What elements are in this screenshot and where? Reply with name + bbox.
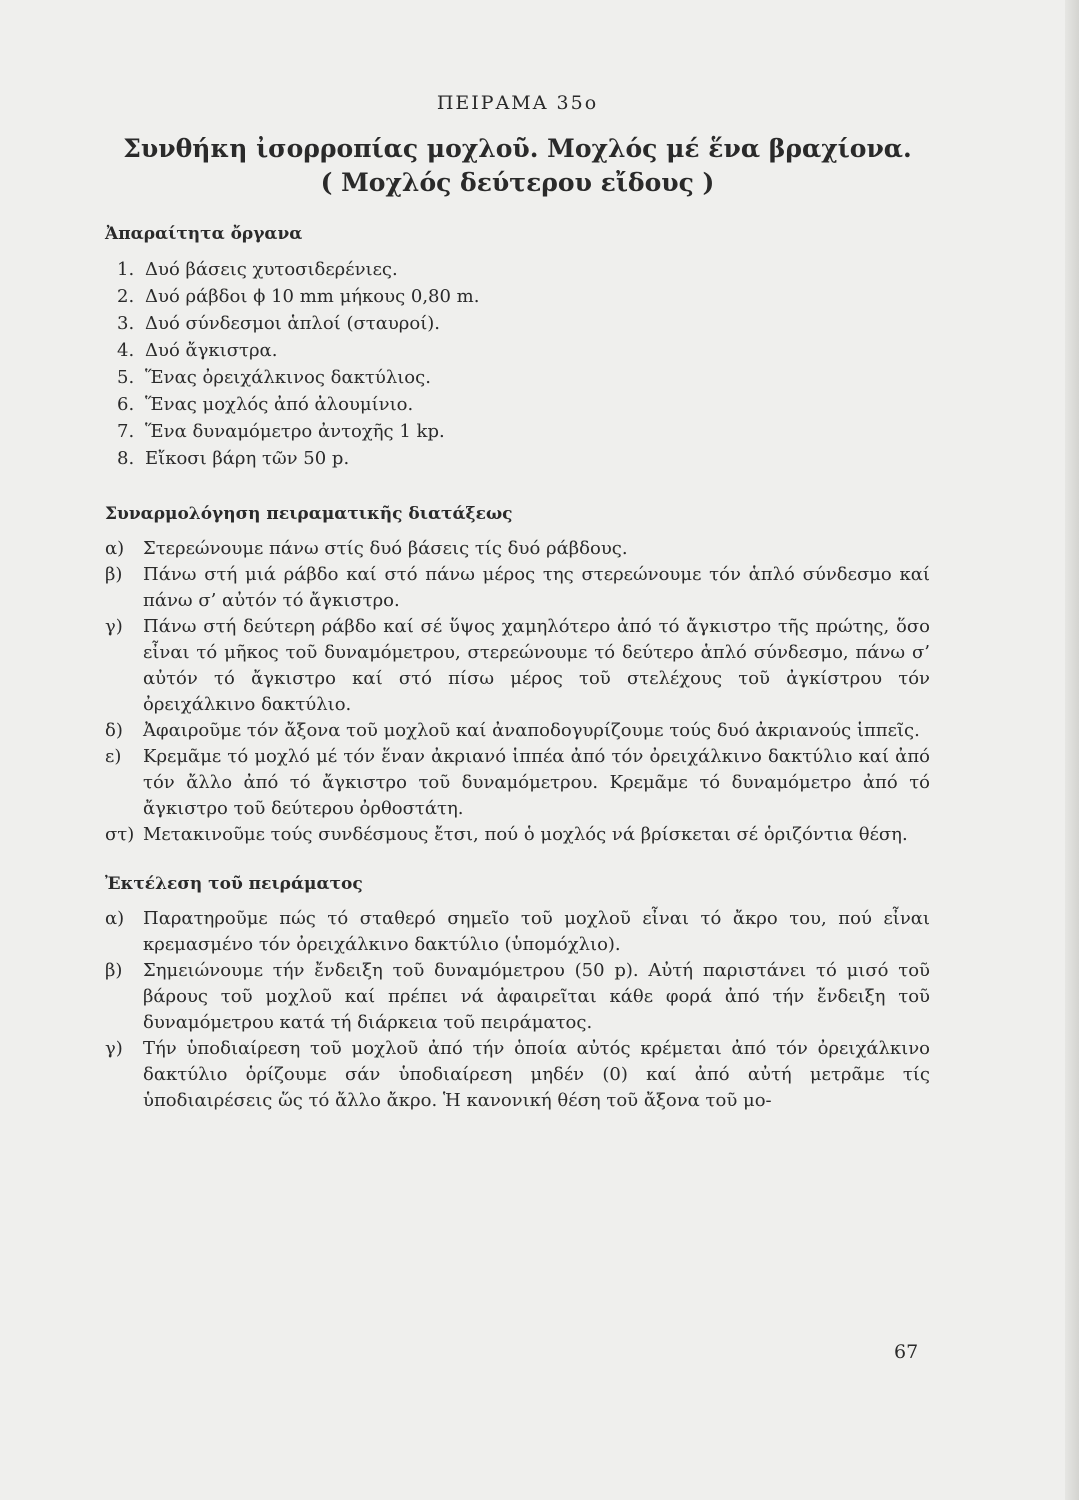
experiment-number: ΠΕΙΡΑΜΑ 35ο [436,92,599,114]
item-number: 1. [117,259,135,280]
step-text: Πάνω στή μιά ράβδο καί στό πάνω μέρος της στερεώνουμε τόν ἁπλό σύνδεσμο καί πάνω σ’ αὐτόν τό ἄγκιστρο. [143,564,930,611]
list-item [105,256,930,283]
assembly-step [105,744,930,822]
list-item [105,418,930,445]
assembly-heading: Συναρμολόγηση πειραματικῆς διατάξεως [105,504,513,524]
step-label: στ) [105,824,135,845]
assembly-step [105,614,930,718]
step-text: Παρατηροῦμε πώς τό σταθερό σημεῖο τοῦ μοχλοῦ εἶναι τό ἄκρο του, πού εἶναι κρεμασμένο τόν ὀρειχάλκινο δακτύλιο (ὑπομόχλιο). [143,908,930,955]
item-number: 7. [117,421,135,442]
execution-step [105,1036,930,1114]
item-number: 4. [117,340,135,361]
item-text: Ἕνα δυναμόμετρο ἀντοχῆς 1 kp. [145,421,445,442]
step-label: α) [105,908,125,929]
step-text: Τήν ὑποδιαίρεση τοῦ μοχλοῦ ἀπό τήν ὁποία αὐτός κρέμεται ἀπό τόν ὀρειχάλκινο δακτύλιο ὁρίζουμε σάν ὑποδιαίρεση μηδέν (0) καί ἀπό αὐτή μετρᾶμε τίς ὑποδιαιρέσεις ὥς τό ἄλλο ἄκρο. Ἡ κανονική θέση τοῦ ἄξονα τοῦ μο- [143,1038,930,1111]
page-title: Συνθήκη ἰσορροπίας μοχλοῦ. Μοχλός μέ ἕνα βραχίονα. [123,134,912,163]
step-text: Κρεμᾶμε τό μοχλό μέ τόν ἕναν ἀκριανό ἱππέα ἀπό τόν ὀρειχάλκινο δακτύλιο καί ἀπό τόν ἄλλο ἀπό τό ἄγκιστρο τοῦ δυναμόμετρου. Κρεμᾶμε τό δυναμόμετρο ἀπό τό ἄγκιστρο τοῦ δεύτερου ὀρθοστάτη. [143,746,930,819]
list-item [105,391,930,418]
page-number: 67 [894,1341,919,1363]
step-label: β) [105,564,123,585]
list-item [105,445,930,472]
step-label: β) [105,960,123,981]
execution-step [105,958,930,1036]
list-item [105,337,930,364]
step-text: Στερεώνουμε πάνω στίς δυό βάσεις τίς δυό ράβδους. [143,538,628,559]
item-number: 5. [117,367,135,388]
assembly-step [105,822,930,848]
step-text: Σημειώνουμε τήν ἔνδειξη τοῦ δυναμόμετρου (50 p). Αὐτή παριστάνει τό μισό τοῦ βάρους τοῦ μοχλοῦ καί πρέπει νά ἀφαιρεῖται κάθε φορά ἀπό τήν ἔνδειξη τοῦ δυναμόμετρου κατά τή διάρκεια τοῦ πειράματος. [143,960,930,1033]
step-text: Πάνω στή δεύτερη ράβδο καί σέ ὕψος χαμηλότερο ἀπό τό ἄγκιστρο τῆς πρώτης, ὅσο εἶναι τό μῆκος τοῦ δυναμόμετρου, στερεώνουμε τό δεύτερο ἁπλό σύνδεσμο, πάνω σ’ αὐτόν τό ἄγκιστρο καί στό πίσω μέρος τοῦ στελέχους τοῦ ἀγκίστρου τόν ὀρειχάλκινο δακτύλιο. [143,616,930,715]
step-text: Ἀφαιροῦμε τόν ἄξονα τοῦ μοχλοῦ καί ἀναποδογυρίζουμε τούς δυό ἀκριανούς ἱππεῖς. [143,720,920,741]
execution-step [105,906,930,958]
page-subtitle: ( Μοχλός δεύτερου εἴδους ) [320,168,715,197]
assembly-step [105,562,930,614]
execution-heading: Ἐκτέλεση τοῦ πειράματος [105,874,363,894]
item-text: Εἴκοσι βάρη τῶν 50 p. [145,448,350,469]
list-item [105,364,930,391]
page-edge [1065,0,1079,1500]
step-label: γ) [105,1038,123,1059]
page-content [105,92,930,1114]
step-label: α) [105,538,125,559]
item-number: 3. [117,313,135,334]
equipment-heading: Ἀπαραίτητα ὄργανα [105,224,303,244]
assembly-step [105,536,930,562]
item-text: Δυό σύνδεσμοι ἁπλοί (σταυροί). [145,313,441,334]
item-text: Δυό ράβδοι ϕ 10 mm μήκους 0,80 m. [145,286,480,307]
item-number: 2. [117,286,135,307]
list-item [105,283,930,310]
assembly-step [105,718,930,744]
item-number: 8. [117,448,135,469]
step-label: δ) [105,720,123,741]
list-item [105,310,930,337]
item-text: Δυό ἄγκιστρα. [145,340,278,361]
step-text: Μετακινοῦμε τούς συνδέσμους ἔτσι, πού ὁ μοχλός νά βρίσκεται σέ ὁριζόντια θέση. [143,824,908,845]
step-label: γ) [105,616,123,637]
item-text: Ἕνας μοχλός ἀπό ἀλουμίνιο. [145,394,414,415]
item-text: Ἕνας ὀρειχάλκινος δακτύλιος. [145,367,431,388]
equipment-list [105,256,930,472]
section-spacer [105,848,930,872]
item-text: Δυό βάσεις χυτοσιδερένιες. [145,259,398,280]
item-number: 6. [117,394,135,415]
step-label: ε) [105,746,122,767]
